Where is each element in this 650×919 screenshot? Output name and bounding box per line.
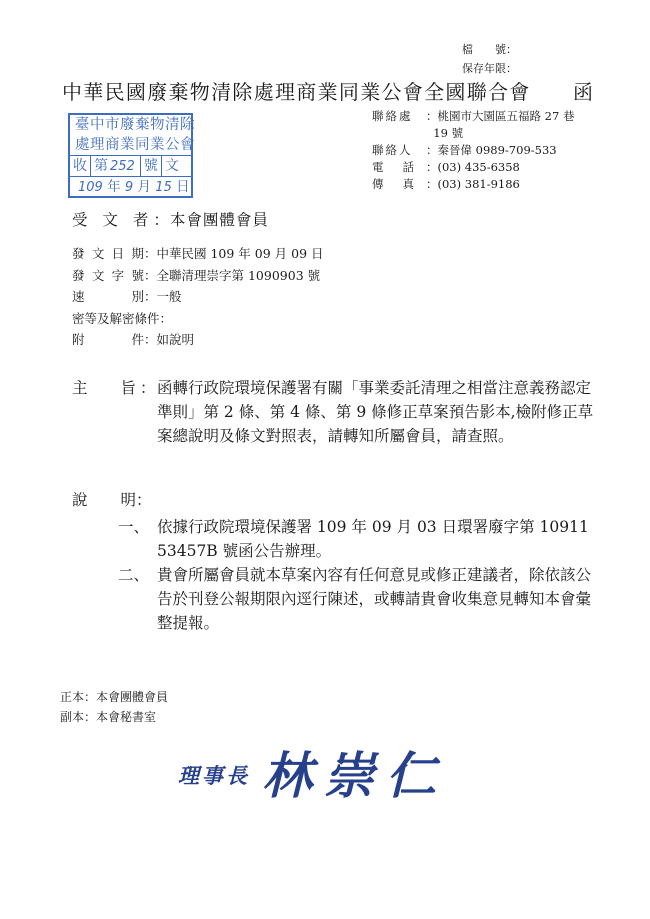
stamp-day-suffix: 日: [176, 179, 190, 195]
contact-row: [372, 125, 574, 142]
recipient-label: 受 文 者: [72, 211, 154, 229]
contact-label: 電話: [372, 160, 433, 174]
contact-row: [372, 142, 574, 159]
stamp-month: 9: [124, 180, 134, 195]
stamp-recv: 收: [70, 156, 91, 176]
contact-label: 聯絡處: [372, 109, 413, 123]
meta-row: [72, 286, 324, 308]
meta-label: 附件: [72, 332, 144, 347]
received-stamp: [68, 113, 193, 198]
stamp-year-suffix: 年: [107, 179, 121, 195]
retention-label: 保存年限：: [462, 62, 517, 75]
meta-value: ：如說明: [144, 332, 195, 347]
stamp-number: [91, 156, 141, 176]
document-meta: [72, 243, 324, 351]
explanation-item-number: 一、: [118, 518, 150, 536]
stamp-day: 15: [155, 180, 172, 195]
stamp-wen: 文: [164, 158, 179, 174]
meta-value: ：: [159, 310, 173, 326]
meta-label: 速別: [72, 289, 144, 304]
explanation-item-text: 貴會所屬會員就本草案內容有任何意見或修正建議者，除依該公告於刊登公報期限內逕行陳述，或轉請貴會收集意見轉知本會彙整提報。: [157, 566, 592, 632]
stamp-date: [70, 177, 191, 198]
document-title: 中華民國廢棄物清除處理商業同業公會全國聯合會: [62, 80, 531, 104]
recipient: [72, 208, 269, 230]
signature-title: 理事長: [178, 764, 250, 788]
subject-label-char: 主: [72, 379, 88, 397]
explanation-label: [72, 488, 152, 510]
stamp-month-suffix: 月: [137, 179, 151, 195]
meta-value: ：全聯清理崇字第 1090903 號: [144, 267, 321, 283]
explanation-label-char: 明: [120, 491, 137, 509]
copy-original: 正本：本會團體會員: [60, 690, 169, 704]
contact-value: ：(03) 381-9186: [426, 177, 520, 191]
file-number-label: 檔 號：: [462, 43, 517, 56]
contact-label: 聯絡人: [372, 143, 413, 157]
meta-row: [72, 329, 324, 351]
file-meta: [462, 40, 517, 78]
explanation-item-text: 依據行政院環境保護署 109 年 09 月 03 日環署廢字第 1091153457B 號函公告辦理。: [157, 518, 589, 560]
stamp-org-line-1: 臺中市廢棄物清除: [75, 117, 195, 133]
copy-secondary: 副本：本會秘書室: [60, 710, 157, 724]
explanation-item-number: 二、: [118, 566, 150, 584]
contact-block: [372, 108, 574, 193]
contact-row: [372, 176, 574, 193]
contact-value: ：秦晉偉 0989-709-533: [426, 143, 557, 157]
stamp-number-suffix: 號: [141, 156, 162, 176]
stamp-year: 109: [78, 180, 103, 195]
explanation-colon: ：: [136, 491, 152, 509]
signature-name: 林崇仁: [262, 747, 448, 805]
stamp-number-row: [70, 155, 191, 177]
document-type: 函: [573, 80, 593, 104]
contact-value: 19 號: [426, 126, 464, 140]
subject-label: [72, 376, 136, 398]
contact-value: ：(03) 435-6358: [426, 160, 520, 174]
meta-row: [72, 265, 324, 287]
stamp-number-value: 252: [110, 159, 135, 174]
subject-label-char: 旨: [120, 379, 137, 397]
contact-value: ：桃園市大園區五福路 27 巷: [426, 109, 575, 123]
copies-block: [60, 687, 168, 727]
meta-value: ：中華民國 109 年 09 月 09 日: [144, 246, 324, 261]
meta-label: 發文日期: [72, 246, 144, 261]
meta-value: ：一般: [144, 289, 182, 304]
stamp-org-line-2: 處理商業同業公會: [75, 137, 195, 153]
subject-text: 函轉行政院環境保護署有關「事業委託清理之相當注意義務認定準則」第 2 條、第 4 條、第 9 條修正草案預告影本,檢附修正草案總說明及條文對照表，請轉知所屬會員，請查照。: [157, 379, 594, 445]
meta-label: 發文字號: [72, 267, 144, 283]
contact-row: [372, 159, 574, 176]
stamp-number-prefix: 第: [94, 158, 108, 174]
meta-row: [72, 243, 324, 265]
meta-label: 密等及解密條件: [72, 310, 160, 326]
contact-label: 傳真: [372, 177, 433, 191]
recipient-value: ：本會團體會員: [153, 211, 269, 229]
contact-row: [372, 108, 574, 125]
explanation-label-char: 說: [72, 491, 88, 509]
subject-colon: ：: [140, 379, 156, 397]
meta-row: [72, 308, 324, 330]
contact-label: [372, 125, 426, 142]
